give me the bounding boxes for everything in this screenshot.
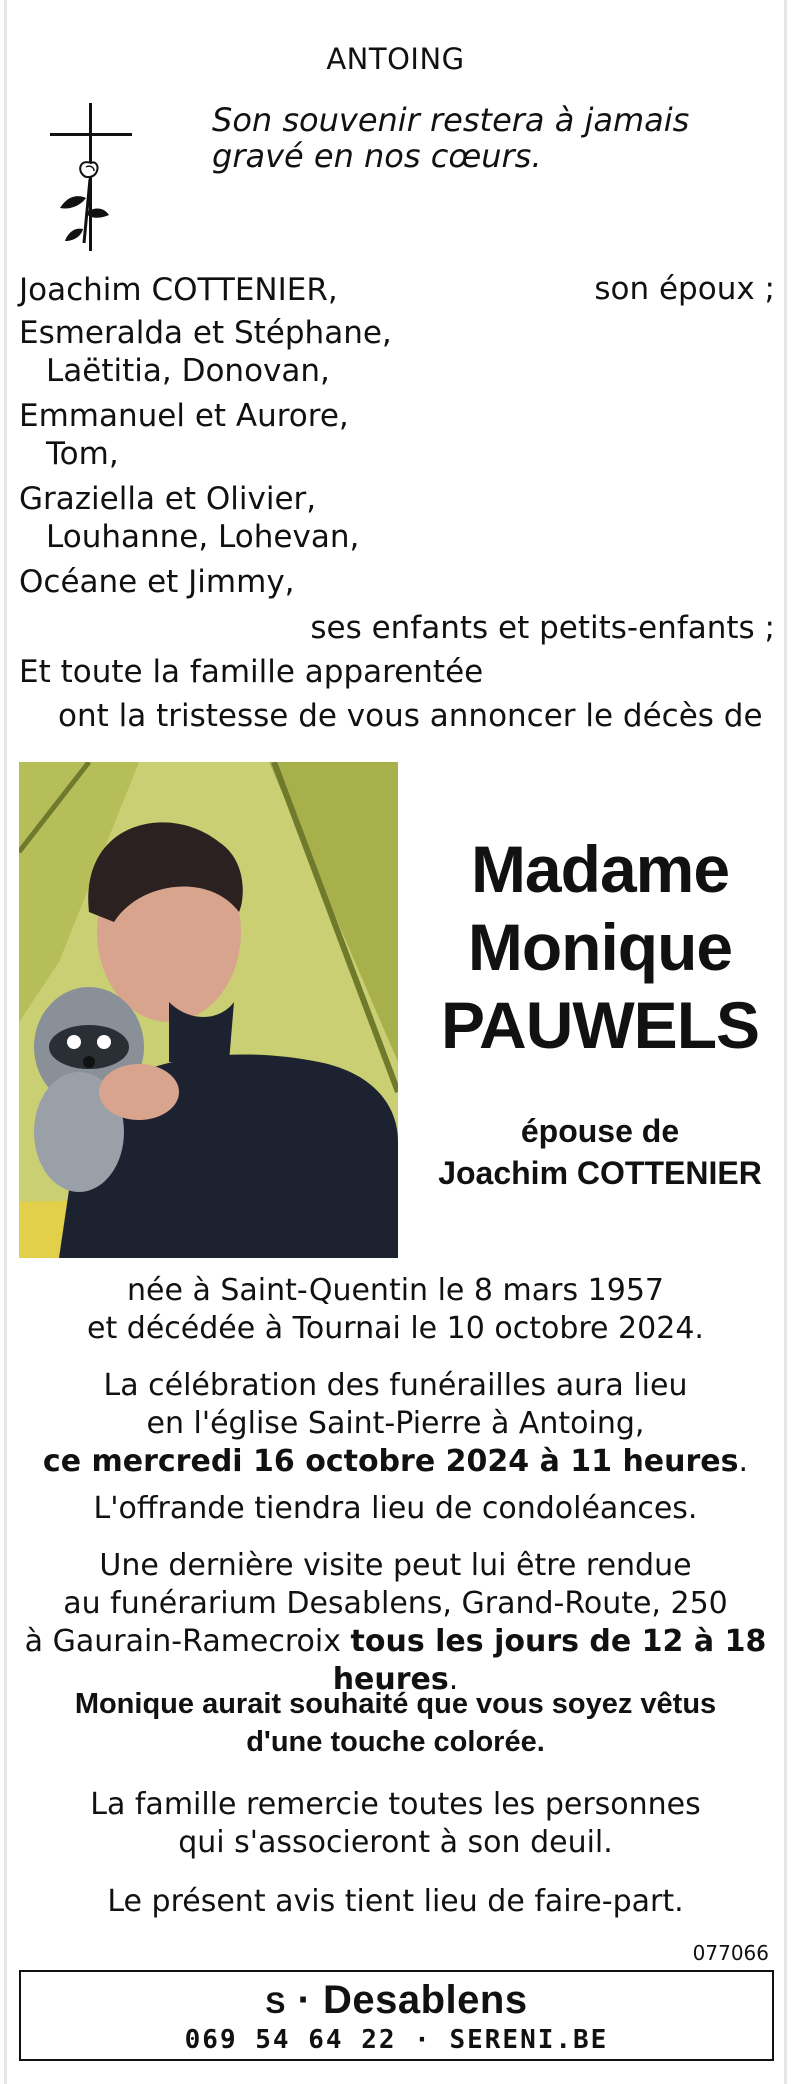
ceremony-line-2: en l'église Saint-Pierre à Antoing, — [146, 1406, 645, 1441]
relation-husband: son époux ; — [594, 271, 775, 307]
family-line: Graziella et Olivier, — [19, 481, 317, 517]
family-line: Laëtitia, Donovan, — [46, 353, 330, 389]
family-line: Emmanuel et Aurore, — [19, 398, 349, 434]
funeral-home-logo: S · Desablens — [265, 1978, 528, 2022]
thanks-line-1: La famille remercie toutes les personnes — [90, 1787, 701, 1822]
ceremony-datetime: ce mercredi 16 octobre 2024 à 11 heures — [42, 1444, 739, 1479]
visit-line-2: au funérarium Desablens, Grand-Route, 250 — [63, 1586, 728, 1621]
thanks-line-2: qui s'associeront à son deuil. — [178, 1825, 613, 1860]
spouse-block — [420, 1110, 780, 1194]
death-line: et décédée à Tournai le 10 octobre 2024. — [87, 1311, 704, 1346]
offering-line: L'offrande tiendra lieu de condoléances. — [93, 1491, 698, 1526]
family-line: Esmeralda et Stéphane, — [19, 315, 392, 351]
spouse-label: épouse de — [520, 1113, 680, 1149]
deceased-title: Madame — [470, 832, 730, 906]
quote-line-1: Son souvenir restera à jamais — [212, 101, 690, 139]
cross-with-rose-icon — [48, 103, 134, 253]
family-line: Louhanne, Lohevan, — [46, 519, 360, 555]
visit-line-1: Une dernière visite peut lui être rendue — [99, 1548, 692, 1583]
wish-line-2: d'une touche colorée. — [246, 1726, 545, 1758]
quote-line-2: gravé en nos cœurs. — [212, 137, 542, 175]
family-line: Et toute la famille apparentée — [19, 654, 484, 690]
visit-hours: tous les jours de 12 à 18 heures — [332, 1624, 767, 1697]
family-husband: Joachim COTTENIER, — [19, 272, 338, 308]
family-line: Océane et Jimmy, — [19, 564, 295, 600]
relation-children: ses enfants et petits-enfants ; — [310, 610, 775, 646]
visit-line-3: à Gaurain-Ramecroix tous les jours de 12 à 18 heures. — [24, 1624, 767, 1697]
portrait-photo — [19, 762, 398, 1258]
funeral-home-contact: 069 54 64 22 · SERENI.BE — [184, 2025, 609, 2055]
family-line: Tom, — [46, 436, 119, 472]
announcement-line: ont la tristesse de vous annoncer le décès de — [58, 698, 763, 734]
notice-line: Le présent avis tient lieu de faire-part. — [107, 1884, 684, 1919]
spouse-name: Joachim COTTENIER — [438, 1155, 762, 1191]
town-heading: ANTOING — [326, 42, 465, 76]
deceased-first-name: Monique — [467, 910, 733, 984]
deceased-last-name: PAUWELS — [440, 988, 760, 1062]
ceremony-line-3: ce mercredi 16 octobre 2024 à 11 heures. — [42, 1444, 749, 1479]
reference-number: 077066 — [692, 1941, 769, 1965]
deceased-name — [420, 830, 780, 1064]
funeral-home-box — [19, 1970, 774, 2061]
memorial-quote — [212, 102, 689, 174]
ceremony-line-1: La célébration des funérailles aura lieu — [103, 1368, 688, 1403]
wish-line-1: Monique aurait souhaité que vous soyez vêtus — [74, 1688, 717, 1720]
birth-line: née à Saint-Quentin le 8 mars 1957 — [127, 1273, 664, 1308]
